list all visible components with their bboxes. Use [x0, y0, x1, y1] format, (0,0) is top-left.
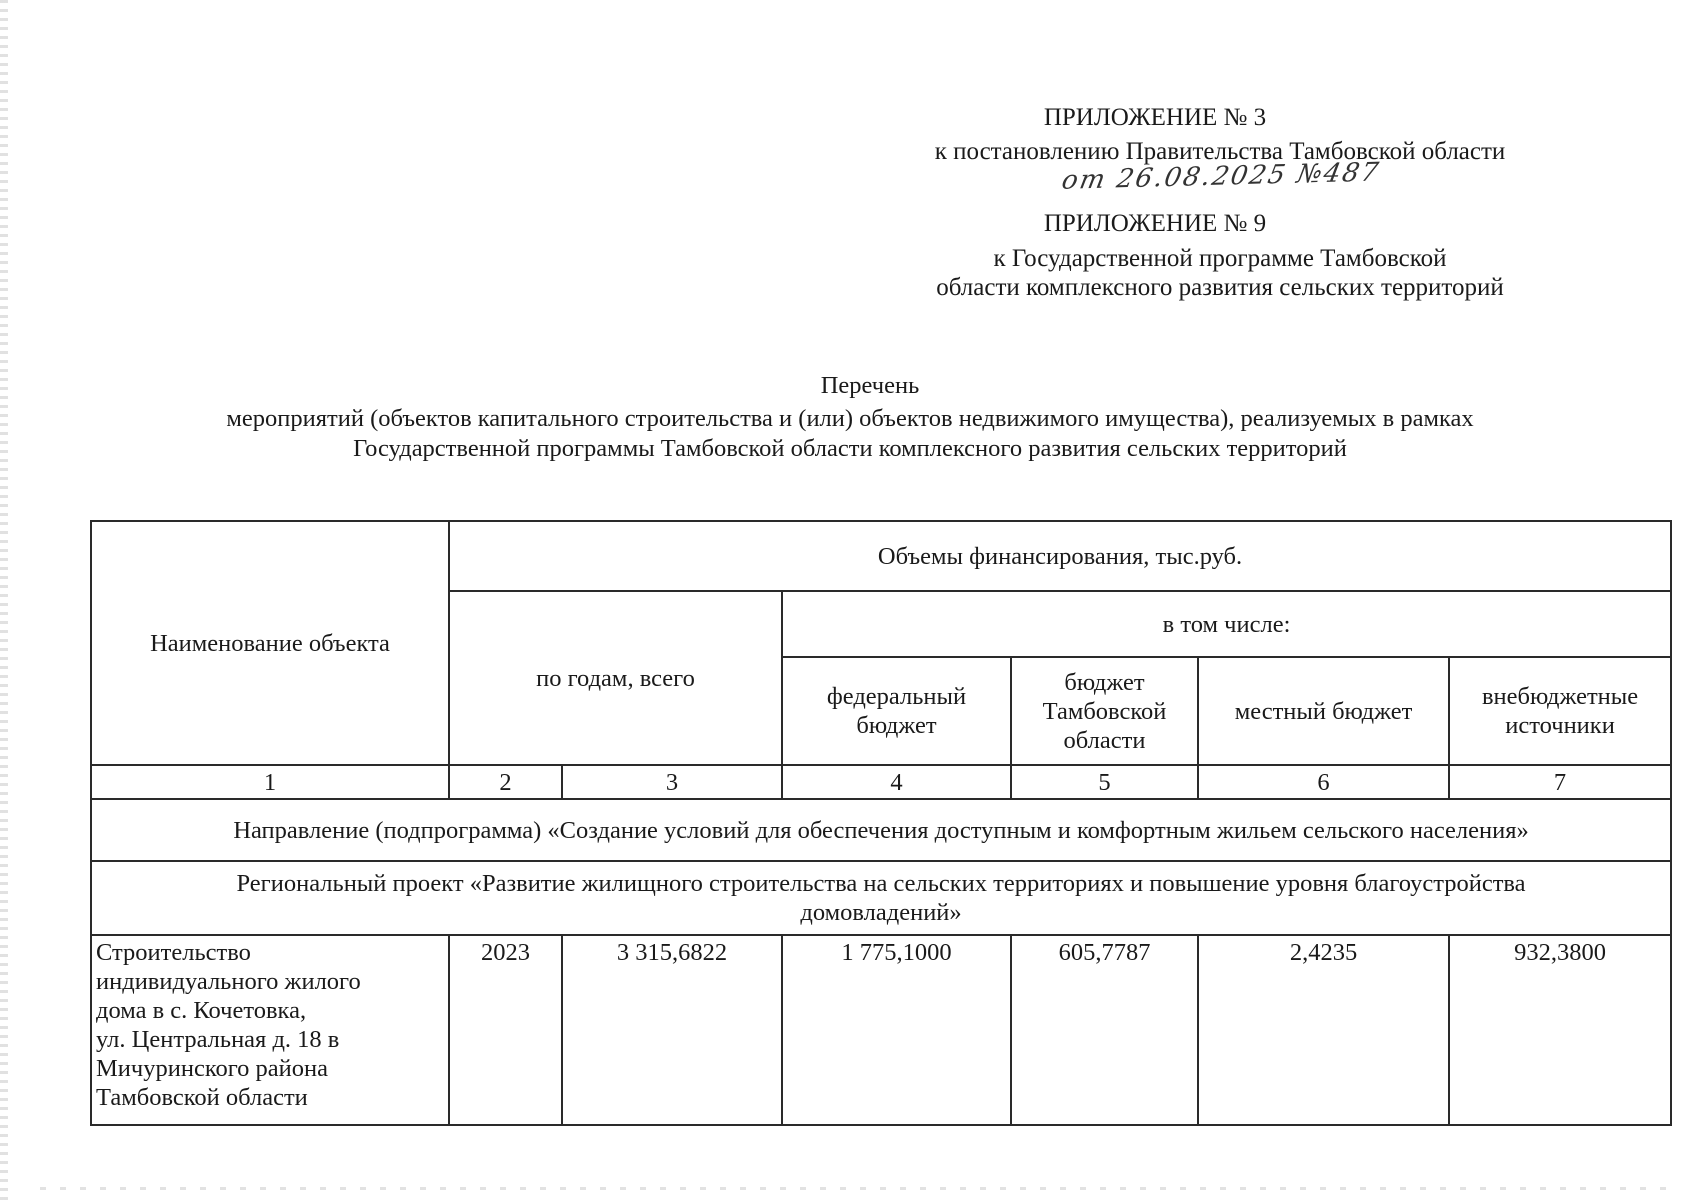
- federal-budget-header: федеральный бюджет: [782, 657, 1011, 765]
- project-cell: [91, 861, 1671, 935]
- project-line2: домовладений»: [800, 899, 962, 926]
- year-cell: 2023: [449, 935, 562, 1125]
- direction-cell: Направление (подпрограмма) «Создание условий для обеспечения доступным и комфортным жильем сельского населения»: [91, 799, 1671, 861]
- scan-bottom-edge: [40, 1187, 1680, 1190]
- object-name-line: Тамбовской области: [96, 1084, 308, 1111]
- regional-value-cell: 605,7787: [1011, 935, 1198, 1125]
- local-budget-header: местный бюджет: [1198, 657, 1449, 765]
- object-name-line: индивидуального жилого: [96, 968, 361, 995]
- column-number: 2: [449, 765, 562, 799]
- local-value-cell: 2,4235: [1198, 935, 1449, 1125]
- object-name-line: Мичуринского района: [96, 1055, 329, 1082]
- total-cell: 3 315,6822: [562, 935, 782, 1125]
- list-subtitle-line2: Государственной программы Тамбовской области комплексного развития сельских территорий: [353, 435, 1347, 462]
- column-number-row: [91, 765, 1671, 799]
- column-number: 3: [562, 765, 782, 799]
- scan-edge: [0, 0, 8, 1200]
- direction-row: [91, 799, 1671, 861]
- column-number: 7: [1449, 765, 1671, 799]
- handwritten-date-signature: от 26.08.2025 №487: [1059, 157, 1383, 196]
- appendix-9-line2: области комплексного развития сельских территорий: [936, 274, 1504, 301]
- column-number: 5: [1011, 765, 1198, 799]
- list-subtitle-line1: мероприятий (объектов капитального строительства и (или) объектов недвижимого имущества), реализуемых в рамках: [226, 405, 1474, 432]
- appendix-3-line: к постановлению Правительства Тамбовской области: [934, 138, 1506, 165]
- project-line1: Региональный проект «Развитие жилищного строительства на сельских территориях и повышение уровня благоустройства: [236, 870, 1526, 897]
- offbudget-header: внебюджетные источники: [1449, 657, 1671, 765]
- appendix-3-title: ПРИЛОЖЕНИЕ № 3: [1043, 104, 1267, 131]
- federal-value-cell: 1 775,1000: [782, 935, 1011, 1125]
- list-title: Перечень: [820, 372, 920, 399]
- object-name-cell: [91, 935, 449, 1125]
- measures-table: [90, 520, 1672, 1126]
- column-number: 1: [91, 765, 449, 799]
- object-name-line: ул. Центральная д. 18 в: [96, 1026, 340, 1053]
- object-row: [91, 935, 1671, 1125]
- project-row: [91, 861, 1671, 935]
- object-name-line: дома в с. Кочетовка,: [96, 997, 307, 1024]
- by-years-header: по годам, всего: [449, 591, 782, 765]
- appendix-9-title: ПРИЛОЖЕНИЕ № 9: [1043, 210, 1267, 237]
- object-name-line: Строительство: [96, 939, 251, 966]
- including-header: в том числе:: [782, 591, 1671, 657]
- regional-budget-header: бюджет Тамбовской области: [1011, 657, 1198, 765]
- column-number: 6: [1198, 765, 1449, 799]
- header-row-1: [91, 521, 1671, 591]
- offbudget-value-cell: 932,3800: [1449, 935, 1671, 1125]
- column-number: 4: [782, 765, 1011, 799]
- funding-header: Объемы финансирования, тыс.руб.: [449, 521, 1671, 591]
- col-name-header: Наименование объекта: [91, 521, 449, 765]
- appendix-9-line1: к Государственной программе Тамбовской: [993, 245, 1447, 272]
